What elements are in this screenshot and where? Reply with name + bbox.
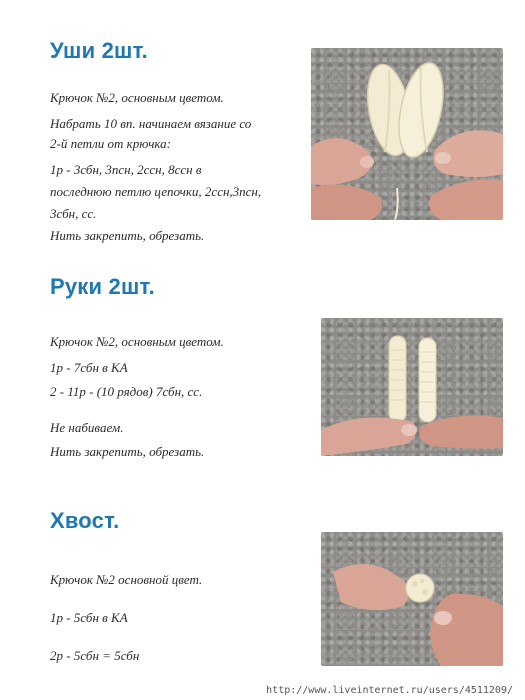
crochet-tail-photo	[321, 532, 503, 666]
instruction-line: последнюю петлю цепочки, 2ссн,3псн,	[50, 184, 262, 199]
instruction-line: Нить закрепить, обрезать.	[50, 228, 205, 243]
section-title: Руки 2шт.	[50, 274, 155, 299]
crochet-ears-photo	[311, 48, 503, 220]
instruction-line: 1р - 3сбн, 3псн, 2сcн, 8ссн в	[50, 162, 202, 177]
instruction-line: 1р - 5сбн в КА	[50, 610, 128, 625]
instruction-line: Крючок №2, основным цветом.	[50, 334, 224, 349]
instruction-line: Крючок №2, основным цветом.	[50, 90, 224, 105]
instruction-line: Не набиваем.	[50, 420, 124, 435]
ears-illustration	[311, 48, 503, 220]
arms-illustration	[321, 318, 503, 456]
crochet-arms-photo	[321, 318, 503, 456]
tail-illustration	[321, 532, 503, 666]
source-url[interactable]: http://www.liveinternet.ru/users/4511209/	[266, 685, 513, 696]
instruction-line: 2 - 11р - (10 рядов) 7сбн, сс.	[50, 384, 203, 399]
instruction-line: Крючок №2 основной цвет.	[50, 572, 203, 587]
instruction-line: 3сбн, сс.	[50, 206, 97, 221]
instruction-line: Нить закрепить, обрезать.	[50, 444, 205, 459]
section-title: Хвост.	[50, 508, 120, 533]
instruction-line: Набрать 10 вп. начинаем вязание со	[50, 116, 252, 131]
instruction-line: 2-й петли от крючка:	[50, 136, 171, 151]
instruction-line: 1р - 7сбн в КА	[50, 360, 128, 375]
instruction-line: 2р - 5сбн = 5сбн	[50, 648, 140, 663]
section-title: Уши 2шт.	[50, 38, 148, 63]
